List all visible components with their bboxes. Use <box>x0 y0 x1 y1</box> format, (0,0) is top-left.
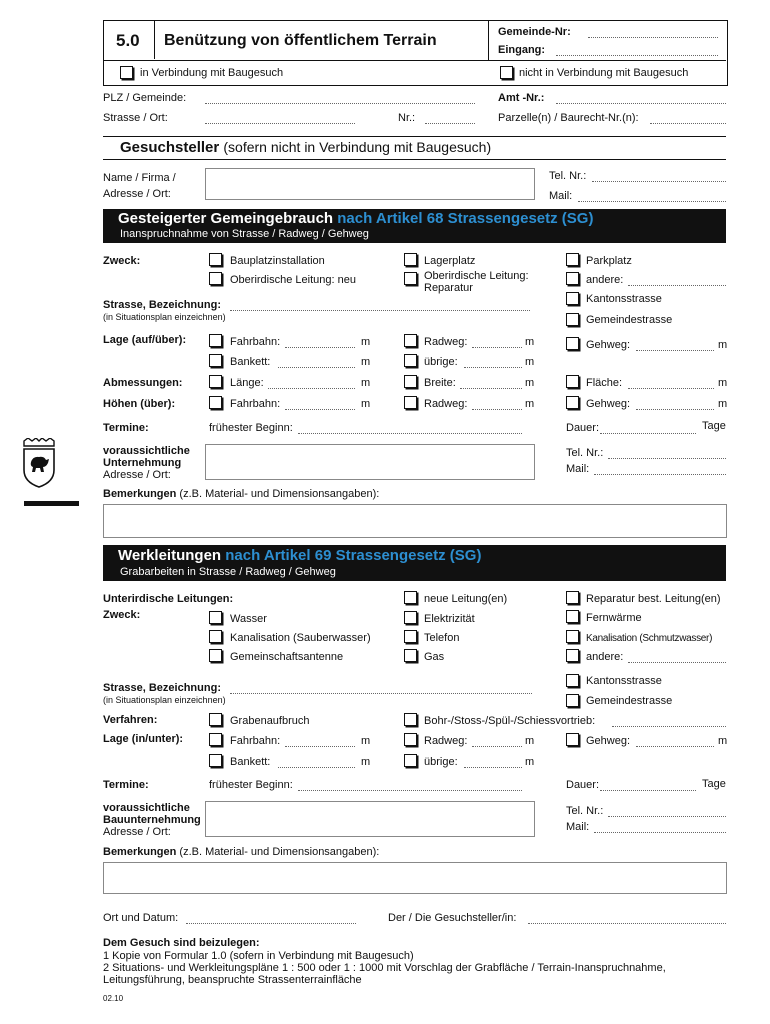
s2-tage-label: Tage <box>702 778 726 790</box>
s1-bankett-field[interactable] <box>278 367 355 368</box>
s1-breite-field[interactable] <box>460 388 522 389</box>
s1-hoehe-fahrbahn-field[interactable] <box>285 409 355 410</box>
s1-flaeche-field[interactable] <box>628 388 714 389</box>
s2-radweg-label: Radweg: <box>424 735 468 747</box>
s2-fahrbahn-field[interactable] <box>285 746 355 747</box>
s1-parkplatz-label: Parkplatz <box>586 255 632 267</box>
s1-fahrbahn-unit: m <box>361 336 371 348</box>
s1-flaeche-checkbox[interactable] <box>566 375 579 388</box>
gs-tel-label: Tel. Nr.: <box>549 170 587 182</box>
s2-termine-label: Termine: <box>103 779 149 791</box>
s1-bemerkungen-input[interactable] <box>103 504 727 538</box>
s2-radweg-checkbox[interactable] <box>404 733 417 746</box>
s1-mail-label: Mail: <box>566 463 590 475</box>
header-divider-v <box>488 21 489 60</box>
gs-mail-label: Mail: <box>549 190 573 202</box>
s1-hoehe-fahrbahn-label: Fahrbahn: <box>230 398 281 410</box>
s1-hoehe-radweg-label: Radweg: <box>424 398 468 410</box>
s1-gemeindestrasse-label: Gemeindestrasse <box>586 314 673 326</box>
s1-bemerkungen-row <box>103 488 379 501</box>
s1-strasse-hint: (in Situationsplan einzeichnen) <box>103 312 226 322</box>
s1-tel-label: Tel. Nr.: <box>566 447 604 459</box>
gs-address-input[interactable] <box>205 168 535 200</box>
s1-radweg-field[interactable] <box>472 347 522 348</box>
s1-unternehmung-label3: Adresse / Ort: <box>103 469 171 481</box>
s1-andere-field[interactable] <box>628 285 726 286</box>
s2-unterirdisch-label: Unterirdische Leitungen: <box>103 593 234 605</box>
s2-kanal-schmutz-label: Kanalisation (Schmutzwasser) <box>586 633 713 644</box>
s1-bankett-unit: m <box>361 356 371 368</box>
plz-label: PLZ / Gemeinde: <box>103 92 187 104</box>
s2-grabenaufbruch-checkbox[interactable] <box>209 713 222 726</box>
s2-uebrige-field[interactable] <box>464 767 522 768</box>
s1-bemerkungen-hint: (z.B. Material- und Dimensionsangaben): <box>179 488 380 500</box>
nr-field[interactable] <box>425 123 475 124</box>
parzelle-field[interactable] <box>650 123 726 124</box>
s2-unternehmung-input[interactable] <box>205 801 535 837</box>
s1-laenge-checkbox[interactable] <box>209 375 222 388</box>
s1-fahrbahn-label: Fahrbahn: <box>230 336 281 348</box>
parzelle-label: Parzelle(n) / Baurecht-Nr.(n): <box>498 112 639 124</box>
section2-title-row <box>118 547 481 564</box>
s1-strasse-label: Strasse, Bezeichnung: <box>103 299 221 311</box>
nr-label: Nr.: <box>398 112 416 124</box>
strasse-field[interactable] <box>205 123 355 124</box>
section2-subtitle: Grabarbeiten in Strasse / Radweg / Gehweg <box>120 566 336 578</box>
s1-abmessungen-label: Abmessungen: <box>103 377 183 389</box>
s1-hoehe-fahrbahn-checkbox[interactable] <box>209 396 222 409</box>
s2-bemerkungen-label: Bemerkungen <box>103 846 177 858</box>
s2-bemerkungen-row <box>103 846 379 859</box>
s2-andere-checkbox[interactable] <box>566 649 579 662</box>
s2-gas-checkbox[interactable] <box>404 649 417 662</box>
s2-neue-label: neue Leitung(en) <box>424 593 508 605</box>
s2-bankett-checkbox[interactable] <box>209 754 222 767</box>
s1-hoehe-gehweg-checkbox[interactable] <box>566 396 579 409</box>
section1-title-row <box>118 210 593 227</box>
s2-fernwaerme-checkbox[interactable] <box>566 610 579 623</box>
s1-dauer-field[interactable] <box>600 433 696 434</box>
gesuchsteller-sign-label: Der / Die Gesuchsteller/in: <box>388 912 517 924</box>
gemeinde-nr-label: Gemeinde-Nr: <box>498 26 571 38</box>
with-baugesuch-label: in Verbindung mit Baugesuch <box>140 67 284 79</box>
without-baugesuch-checkbox[interactable] <box>500 66 513 79</box>
s1-laenge-unit: m <box>361 377 371 389</box>
s1-beginn-label: frühester Beginn: <box>209 422 293 434</box>
s2-fahrbahn-label: Fahrbahn: <box>230 735 281 747</box>
gs-tel-field[interactable] <box>592 181 726 182</box>
s1-gehweg-checkbox[interactable] <box>566 337 579 350</box>
s2-bankett-field[interactable] <box>278 767 355 768</box>
s2-radweg-field[interactable] <box>472 746 522 747</box>
s2-telefon-checkbox[interactable] <box>404 630 417 643</box>
s2-wasser-checkbox[interactable] <box>209 611 222 624</box>
s2-telefon-label: Telefon <box>424 632 460 644</box>
s1-lagerplatz-checkbox[interactable] <box>404 253 417 266</box>
amt-nr-field[interactable] <box>556 103 726 104</box>
s2-wasser-label: Wasser <box>230 613 267 625</box>
gs-adresse-label: Adresse / Ort: <box>103 188 171 200</box>
s1-lagerplatz-label: Lagerplatz <box>424 255 476 267</box>
s2-lage-label: Lage (in/unter): <box>103 733 184 745</box>
gesuchsteller-sign-field[interactable] <box>528 923 726 924</box>
s1-zweck-label: Zweck: <box>103 255 141 267</box>
s1-flaeche-unit: m <box>718 377 728 389</box>
s2-strasse-label: Strasse, Bezeichnung: <box>103 682 221 694</box>
s1-beginn-field[interactable] <box>298 433 522 434</box>
amt-nr-label: Amt -Nr.: <box>498 92 545 104</box>
s1-radweg-checkbox[interactable] <box>404 334 417 347</box>
s2-mail-label: Mail: <box>566 821 590 833</box>
s2-bohr-field[interactable] <box>612 726 726 727</box>
gs-mail-field[interactable] <box>578 201 726 202</box>
gesuchsteller-subtitle: (sofern nicht in Verbindung mit Baugesuch) <box>223 139 492 155</box>
s2-bankett-label: Bankett: <box>230 756 271 768</box>
s1-bemerkungen-label: Bemerkungen <box>103 488 177 500</box>
s2-uebrige-checkbox[interactable] <box>404 754 417 767</box>
s1-hoehe-fahrbahn-unit: m <box>361 398 371 410</box>
s1-hoehe-gehweg-field[interactable] <box>636 409 714 410</box>
s2-strasse-hint: (in Situationsplan einzeichnen) <box>103 695 226 705</box>
s1-gehweg-field[interactable] <box>636 350 714 351</box>
s2-antenne-label: Gemeinschaftsantenne <box>230 651 344 663</box>
s1-tel-field[interactable] <box>608 458 726 459</box>
s1-hoehe-gehweg-label: Gehweg: <box>586 398 631 410</box>
s1-uebrige-unit: m <box>525 356 535 368</box>
s1-gehweg-label: Gehweg: <box>586 339 631 351</box>
s1-lage-label: Lage (auf/über): <box>103 334 187 346</box>
s1-oberirdisch-rep-label: Oberirdische Leitung: <box>424 270 529 282</box>
s1-unternehmung-label1: voraussichtliche <box>103 445 190 457</box>
plz-field[interactable] <box>205 103 475 104</box>
s1-hoehen-label: Höhen (über): <box>103 398 176 410</box>
s1-hoehe-radweg-field[interactable] <box>472 409 522 410</box>
s1-kantonsstrasse-label: Kantonsstrasse <box>586 293 662 305</box>
s2-kantonsstrasse-checkbox[interactable] <box>566 674 579 687</box>
s2-elektrizitaet-label: Elektrizität <box>424 613 475 625</box>
margin-rule <box>24 501 79 506</box>
s2-bohr-label: Bohr-/Stoss-/Spül-/Schiessvortrieb: <box>424 715 596 727</box>
s2-dauer-field[interactable] <box>600 790 696 791</box>
eingang-label: Eingang: <box>498 44 546 56</box>
s2-strasse-field[interactable] <box>230 693 532 694</box>
s1-strasse-field[interactable] <box>230 310 530 311</box>
s1-laenge-label: Länge: <box>230 377 264 389</box>
s2-elektrizitaet-checkbox[interactable] <box>404 611 417 624</box>
s1-laenge-field[interactable] <box>268 388 355 389</box>
without-baugesuch-label: nicht in Verbindung mit Baugesuch <box>519 67 689 79</box>
form-version: 02.10 <box>103 994 124 1003</box>
bern-coat-of-arms-logo <box>22 438 56 488</box>
beilage-1: 1 Kopie von Formular 1.0 (sofern in Verbindung mit Baugesuch) <box>103 950 414 962</box>
s2-dauer-label: Dauer: <box>566 779 600 791</box>
beilage-3: Leitungsführung, beanspruchte Strassenterrainfläche <box>103 974 362 986</box>
s2-unternehmung-label3: Adresse / Ort: <box>103 826 171 838</box>
gesuchsteller-title-row <box>120 139 491 156</box>
section2-title-article: nach Artikel 69 Strassengesetz (SG) <box>225 547 482 564</box>
with-baugesuch-checkbox[interactable] <box>120 66 133 79</box>
s1-bauplatz-checkbox[interactable] <box>209 253 222 266</box>
s1-breite-checkbox[interactable] <box>404 375 417 388</box>
s2-uebrige-unit: m <box>525 756 535 768</box>
s1-radweg-label: Radweg: <box>424 336 468 348</box>
beilagen-title: Dem Gesuch sind beizulegen: <box>103 937 260 949</box>
s1-bankett-checkbox[interactable] <box>209 354 222 367</box>
s2-gehweg-unit: m <box>718 735 728 747</box>
s2-fernwaerme-label: Fernwärme <box>586 612 642 624</box>
s1-oberirdisch-neu-checkbox[interactable] <box>209 272 222 285</box>
s1-uebrige-label: übrige: <box>424 356 458 368</box>
s1-hoehe-radweg-checkbox[interactable] <box>404 396 417 409</box>
s2-tel-label: Tel. Nr.: <box>566 805 604 817</box>
s2-andere-field[interactable] <box>628 662 726 663</box>
s1-dauer-label: Dauer: <box>566 422 600 434</box>
s2-unternehmung-label1: voraussichtliche <box>103 802 190 814</box>
s2-uebrige-label: übrige: <box>424 756 458 768</box>
ort-datum-field[interactable] <box>186 923 356 924</box>
s1-uebrige-field[interactable] <box>464 367 522 368</box>
s1-breite-unit: m <box>525 377 535 389</box>
s2-beginn-label: frühester Beginn: <box>209 779 293 791</box>
s1-hoehe-gehweg-unit: m <box>718 398 728 410</box>
s2-verfahren-label: Verfahren: <box>103 714 158 726</box>
ort-datum-label: Ort und Datum: <box>103 912 179 924</box>
s1-oberirdisch-neu-label: Oberirdische Leitung: neu <box>230 274 356 286</box>
s2-bohr-checkbox[interactable] <box>404 713 417 726</box>
s2-gehweg-label: Gehweg: <box>586 735 631 747</box>
s1-radweg-unit: m <box>525 336 535 348</box>
s2-kanal-sauber-label: Kanalisation (Sauberwasser) <box>230 632 371 644</box>
section2-title: Werkleitungen <box>118 547 222 564</box>
s1-tage-label: Tage <box>702 420 726 432</box>
section1-title: Gesteigerter Gemeingebrauch <box>118 210 334 227</box>
s2-andere-label: andere: <box>586 651 624 663</box>
s1-fahrbahn-field[interactable] <box>285 347 355 348</box>
gemeinde-nr-field[interactable] <box>588 37 718 38</box>
s1-hoehe-radweg-unit: m <box>525 398 535 410</box>
s2-beginn-field[interactable] <box>298 790 522 791</box>
eingang-field[interactable] <box>556 55 718 56</box>
s1-oberirdisch-rep-checkbox[interactable] <box>404 272 417 285</box>
s2-reparatur-label: Reparatur best. Leitung(en) <box>586 593 721 605</box>
s2-gas-label: Gas <box>424 651 445 663</box>
s2-gemeindestrasse-checkbox[interactable] <box>566 694 579 707</box>
section1-title-article: nach Artikel 68 Strassengesetz (SG) <box>337 210 594 227</box>
s1-oberirdisch-rep-label2: Reparatur <box>424 282 473 294</box>
s1-bauplatz-label: Bauplatzinstallation <box>230 255 325 267</box>
beilage-2: 2 Situations- und Werkleitungspläne 1 : 500 oder 1 : 1000 mit Vorschlag der Grabfläche / Terrain-Inanspruchnahme, <box>103 962 666 974</box>
s1-termine-label: Termine: <box>103 422 149 434</box>
s2-neue-checkbox[interactable] <box>404 591 417 604</box>
s2-gemeindestrasse-label: Gemeindestrasse <box>586 695 673 707</box>
s1-bankett-label: Bankett: <box>230 356 271 368</box>
s2-kanal-sauber-checkbox[interactable] <box>209 630 222 643</box>
form-title: Benützung von öffentlichem Terrain <box>164 32 437 49</box>
s2-bankett-unit: m <box>361 756 371 768</box>
s1-gehweg-unit: m <box>718 339 728 351</box>
s2-kanal-schmutz-checkbox[interactable] <box>566 630 579 643</box>
s1-gemeindestrasse-checkbox[interactable] <box>566 313 579 326</box>
section1-subtitle: Inanspruchnahme von Strasse / Radweg / Gehweg <box>120 228 369 240</box>
s2-zweck-label: Zweck: <box>103 609 141 621</box>
s2-tel-field[interactable] <box>608 816 726 817</box>
header-divider-h <box>104 60 726 61</box>
s2-grabenaufbruch-label: Grabenaufbruch <box>230 715 310 727</box>
s2-bemerkungen-input[interactable] <box>103 862 727 894</box>
s1-unternehmung-input[interactable] <box>205 444 535 480</box>
s2-mail-field[interactable] <box>594 832 726 833</box>
strasse-label: Strasse / Ort: <box>103 112 168 124</box>
s1-andere-checkbox[interactable] <box>566 272 579 285</box>
s1-kantonsstrasse-checkbox[interactable] <box>566 292 579 305</box>
s1-uebrige-checkbox[interactable] <box>404 354 417 367</box>
s2-reparatur-checkbox[interactable] <box>566 591 579 604</box>
s1-parkplatz-checkbox[interactable] <box>566 253 579 266</box>
s1-breite-label: Breite: <box>424 377 456 389</box>
s2-radweg-unit: m <box>525 735 535 747</box>
form-number: 5.0 <box>116 31 140 50</box>
s2-fahrbahn-checkbox[interactable] <box>209 733 222 746</box>
s2-unternehmung-label2: Bauunternehmung <box>103 814 201 826</box>
s1-mail-field[interactable] <box>594 474 726 475</box>
s2-gehweg-checkbox[interactable] <box>566 733 579 746</box>
gs-name-label: Name / Firma / <box>103 172 176 184</box>
s2-bemerkungen-hint: (z.B. Material- und Dimensionsangaben): <box>179 846 380 858</box>
s1-flaeche-label: Fläche: <box>586 377 623 389</box>
s2-fahrbahn-unit: m <box>361 735 371 747</box>
s2-antenne-checkbox[interactable] <box>209 649 222 662</box>
s2-kantonsstrasse-label: Kantonsstrasse <box>586 675 662 687</box>
s1-andere-label: andere: <box>586 274 624 286</box>
s1-fahrbahn-checkbox[interactable] <box>209 334 222 347</box>
gesuchsteller-title: Gesuchsteller <box>120 139 220 156</box>
s1-unternehmung-label2: Unternehmung <box>103 457 182 469</box>
s2-gehweg-field[interactable] <box>636 746 714 747</box>
